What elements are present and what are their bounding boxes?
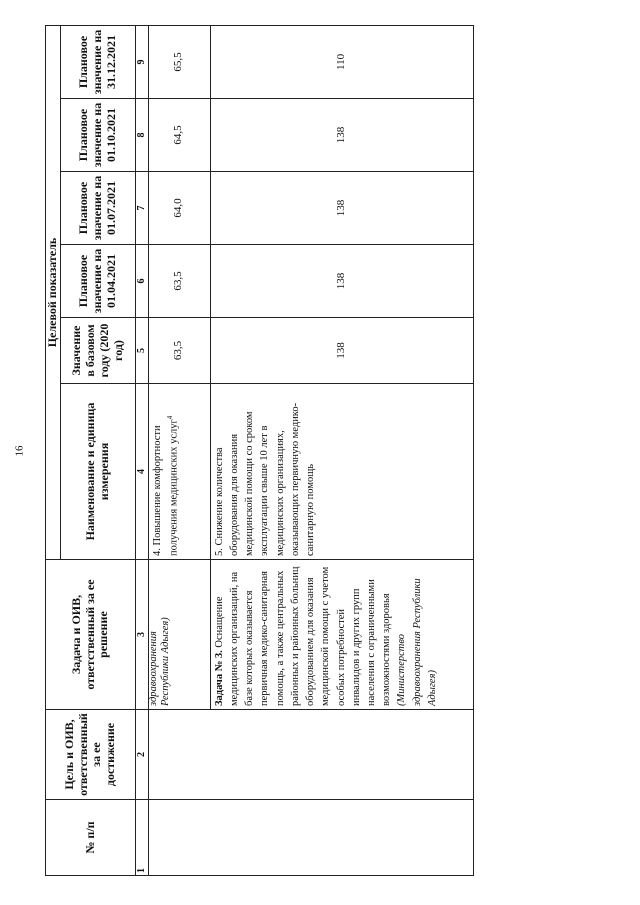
cell-q1-2: 138	[210, 245, 473, 318]
header-q3: Плановое значение на 01.10.2021	[60, 99, 135, 172]
cell-num	[148, 800, 473, 876]
cell-q4-1: 65,5	[148, 25, 210, 98]
cell-q3-1: 64,5	[148, 99, 210, 172]
cell-q1-1: 63,5	[148, 245, 210, 318]
task-1-responsible: Республики Адыгея)	[159, 617, 171, 706]
col-number-5: 5	[135, 318, 148, 384]
cell-task-1	[148, 560, 210, 710]
col-number-8: 8	[135, 99, 148, 172]
cell-indicator-2: 5. Снижение количества оборудования для оказания медицинской помощи со сроком эксплуатации свыше 10 лет в медицинских организациях, оказывающих первичную медико-санитарную помощь	[210, 384, 473, 560]
task-2-text: Оснащение медицинских организаций, на базе которых оказывается первичная медико-санитарная помощь, а также центральных районных и районных больниц оборудованием для оказания медицинской помощи с учетом особых потребностей инвалидов и других групп населения с ограниченными возможностями здоровья	[213, 566, 393, 706]
cell-indicator-1	[148, 384, 210, 560]
cell-base-2: 138	[210, 318, 473, 384]
cell-goal	[148, 710, 473, 800]
header-target-indicator: Целевой показатель	[46, 25, 61, 559]
header-indicator: Наименование и единица измерения	[60, 384, 135, 560]
cell-q4-2: 110	[210, 25, 473, 98]
cell-q2-2: 138	[210, 172, 473, 245]
task-2-title: Задача № 3.	[213, 650, 225, 706]
col-number-3: 3	[135, 560, 148, 710]
task-2-responsible: (Министерство здравоохранения Республики Адыгея)	[396, 578, 438, 706]
indicator-1-footnote: 4	[166, 415, 175, 420]
header-q2: Плановое значение на 01.07.2021	[60, 172, 135, 245]
header-base: Значение в базовом году (2020 год)	[60, 318, 135, 384]
col-number-9: 9	[135, 25, 148, 98]
task-1-cut-text: здравоохранения	[147, 631, 159, 706]
table-row	[148, 25, 210, 875]
col-number-4: 4	[135, 384, 148, 560]
header-row-top	[46, 25, 61, 875]
cell-base-1: 63,5	[148, 318, 210, 384]
rotated-page	[45, 26, 548, 876]
column-number-row	[135, 25, 148, 875]
cell-q3-2: 138	[210, 99, 473, 172]
header-task: Задача и ОИВ, ответственный за ее решение	[46, 560, 136, 710]
header-q1: Плановое значение на 01.04.2021	[60, 245, 135, 318]
col-number-1: 1	[135, 800, 148, 876]
indicator-1-text: 4. Повышение комфортности получения медицинских услуг	[151, 419, 180, 556]
page-number: 16	[13, 445, 26, 457]
col-number-6: 6	[135, 245, 148, 318]
col-number-7: 7	[135, 172, 148, 245]
header-q4: Плановое значение на 31.12.2021	[60, 25, 135, 98]
header-num: № п/п	[46, 800, 136, 876]
header-goal: Цель и ОИВ, ответственный за ее достижение	[46, 710, 136, 800]
col-number-2: 2	[135, 710, 148, 800]
indicators-table	[45, 25, 474, 876]
cell-task-2	[210, 560, 473, 710]
cell-q2-1: 64,0	[148, 172, 210, 245]
